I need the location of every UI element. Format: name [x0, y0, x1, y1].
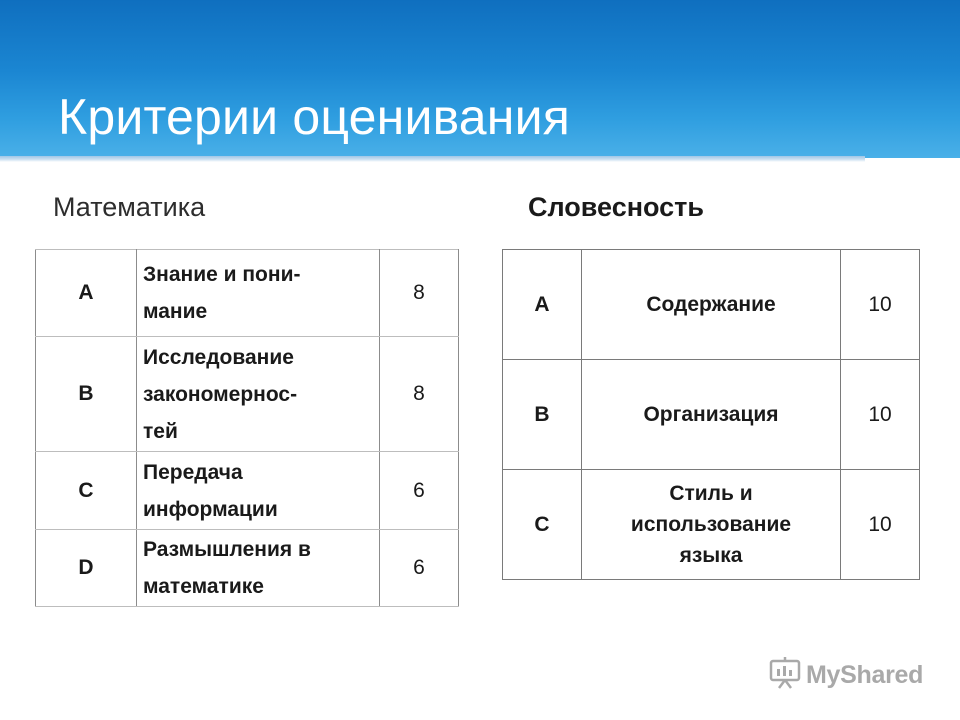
criterion-code: C	[503, 470, 582, 580]
criterion-name-line: Передача	[143, 460, 243, 484]
criterion-code: D	[36, 530, 137, 607]
criterion-name-line: использование	[630, 513, 792, 536]
literature-criteria-table	[502, 249, 920, 580]
criterion-name	[582, 360, 841, 470]
criterion-code: A	[503, 250, 582, 360]
literature-heading: Словесность	[528, 192, 704, 222]
criterion-name-line: Организация	[643, 403, 779, 426]
criterion-name	[137, 530, 380, 607]
criterion-name	[137, 337, 380, 452]
criterion-points: 6	[380, 530, 459, 607]
criterion-code: A	[36, 250, 137, 337]
watermark-text: MyShared	[806, 660, 924, 689]
criterion-name	[137, 452, 380, 530]
slide-title: Критерии оценивания	[58, 89, 571, 145]
criterion-code: C	[36, 452, 137, 530]
criterion-name-line: мание	[143, 300, 208, 323]
criterion-name-line: математике	[143, 575, 264, 598]
criterion-points: 6	[380, 452, 459, 530]
banner-underline	[0, 156, 865, 162]
math-heading: Математика	[53, 192, 206, 222]
math-criteria-table	[35, 249, 459, 607]
table-row	[503, 360, 920, 470]
criterion-code: B	[503, 360, 582, 470]
criterion-name	[582, 470, 841, 580]
criterion-name-line: Размышления в	[143, 538, 311, 561]
criterion-name-line: закономернос-	[143, 382, 298, 406]
criterion-points: 10	[841, 360, 920, 470]
criterion-name	[582, 250, 841, 360]
criterion-points: 8	[380, 337, 459, 452]
criterion-name-line: тей	[143, 419, 178, 443]
myshared-watermark[interactable]	[768, 658, 923, 692]
table-row	[503, 250, 920, 360]
criterion-name-line: Знание и пони-	[143, 263, 301, 286]
criterion-points: 8	[380, 250, 459, 337]
table-row	[36, 452, 459, 530]
table-row	[36, 337, 459, 452]
table-row	[36, 250, 459, 337]
table-row	[503, 470, 920, 580]
criterion-points: 10	[841, 250, 920, 360]
table-row	[36, 530, 459, 607]
criterion-name-line: Стиль и	[669, 482, 753, 505]
presentation-board-icon	[768, 656, 802, 695]
criterion-name-line: Исследование	[143, 345, 294, 369]
criterion-name-line: языка	[679, 544, 743, 567]
criterion-code: B	[36, 337, 137, 452]
criterion-name-line: информации	[143, 497, 278, 521]
criterion-name	[137, 250, 380, 337]
criterion-name-line: Содержание	[646, 293, 776, 316]
criterion-points: 10	[841, 470, 920, 580]
